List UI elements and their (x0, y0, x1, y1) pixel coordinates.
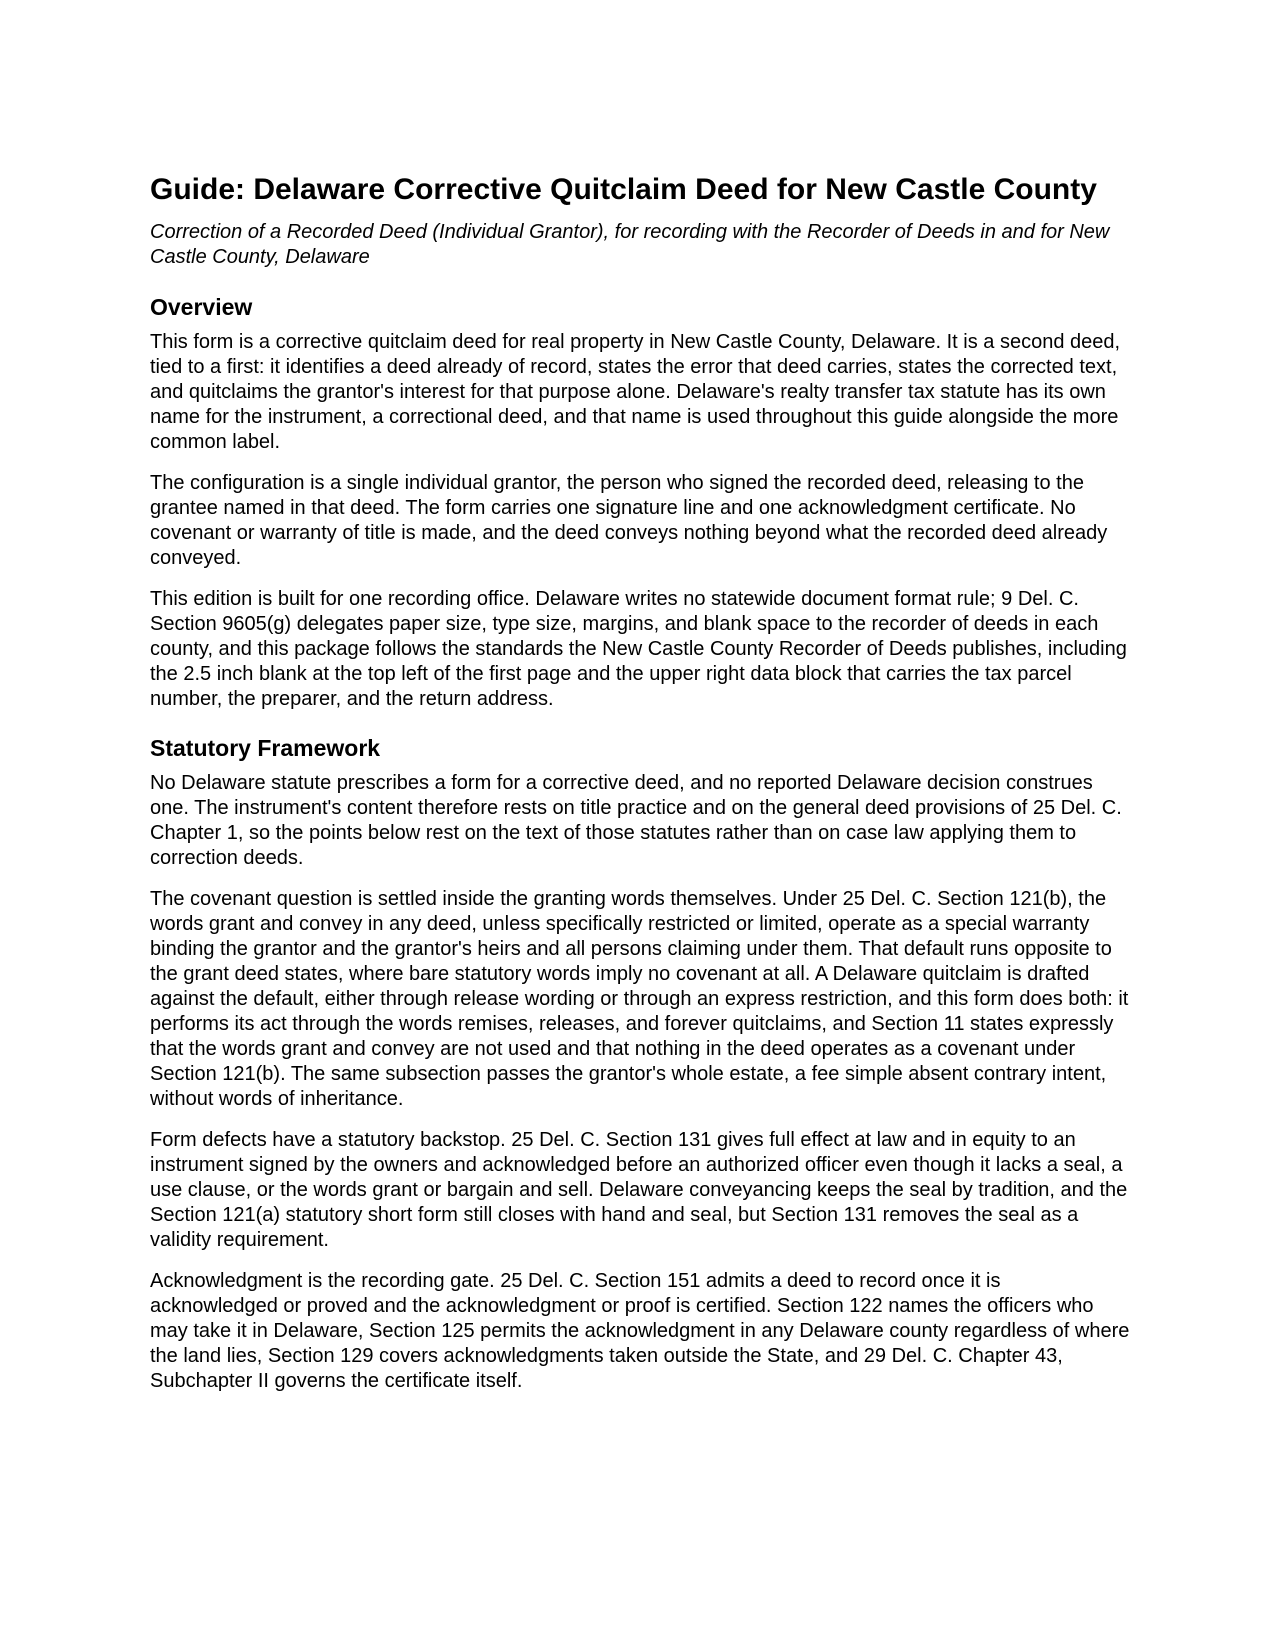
paragraph: This form is a corrective quitclaim deed for real property in New Castle County, Delaware. It is a second deed, tied to a first: it identifies a deed already of record, states the error that deed carries, states the corrected text, and quitclaims the grantor's interest for that purpose alone. Delaware's realty transfer tax statute has its own name for the instrument, a correctional deed, and that name is used throughout this guide alongside the more common label. (150, 331, 1121, 453)
document-subtitle: Correction of a Recorded Deed (Individual Grantor), for recording with the Recorder of Deeds in and for New Castle County, Delaware (150, 221, 1110, 268)
section-statutory-framework (150, 734, 1130, 1394)
paragraph: The covenant question is settled inside the granting words themselves. Under 25 Del. C. Section 121(b), the words grant and convey in any deed, unless specifically restricted or limited, operate as a special warranty binding the grantor and the grantor's heirs and all persons claiming under them. That default runs opposite to the grant deed states, where bare statutory words imply no covenant at all. A Delaware quitclaim is drafted against the default, either through release wording or through an express restriction, and this form does both: it performs its act through the words remises, releases, and forever quitclaims, and Section 11 states expressly that the words grant and convey are not used and that nothing in the deed operates as a covenant under Section 121(b). The same subsection passes the grantor's whole estate, a fee simple absent contrary intent, without words of inheritance. (150, 888, 1129, 1110)
paragraph: No Delaware statute prescribes a form for a corrective deed, and no reported Delaware decision construes one. The instrument's content therefore rests on title practice and on the general deed provisions of 25 Del. C. Chapter 1, so the points below rest on the text of those statutes rather than on case law applying them to correction deeds. (150, 772, 1122, 869)
section-heading: Overview (150, 294, 253, 320)
document-page (150, 172, 1130, 1410)
paragraph: This edition is built for one recording office. Delaware writes no statewide document format rule; 9 Del. C. Section 9605(g) delegates paper size, type size, margins, and blank space to the recorder of deeds in each county, and this package follows the standards the New Castle County Recorder of Deeds publishes, including the 2.5 inch blank at the top left of the first page and the upper right data block that carries the tax parcel number, the preparer, and the return address. (150, 588, 1127, 710)
paragraph: The configuration is a single individual grantor, the person who signed the recorded deed, releasing to the grantee named in that deed. The form carries one signature line and one acknowledgment certificate. No covenant or warranty of title is made, and the deed conveys nothing beyond what the recorded deed already conveyed. (150, 472, 1108, 569)
section-heading: Statutory Framework (150, 735, 381, 761)
section-overview (150, 293, 1130, 712)
paragraph: Form defects have a statutory backstop. 25 Del. C. Section 131 gives full effect at law and in equity to an instrument signed by the owners and acknowledged before an authorized officer even though it lacks a seal, a use clause, or the words grant or bargain and sell. Delaware conveyancing keeps the seal by tradition, and the Section 121(a) statutory short form still closes with hand and seal, but Section 131 removes the seal as a validity requirement. (150, 1129, 1128, 1251)
paragraph: Acknowledgment is the recording gate. 25 Del. C. Section 151 admits a deed to record once it is acknowledged or proved and the acknowledgment or proof is certified. Section 122 names the officers who may take it in Delaware, Section 125 permits the acknowledgment in any Delaware county regardless of where the land lies, Section 129 covers acknowledgments taken outside the State, and 29 Del. C. Chapter 43, Subchapter II governs the certificate itself. (150, 1270, 1130, 1392)
document-title: Guide: Delaware Corrective Quitclaim Deed for New Castle County (150, 173, 1097, 206)
